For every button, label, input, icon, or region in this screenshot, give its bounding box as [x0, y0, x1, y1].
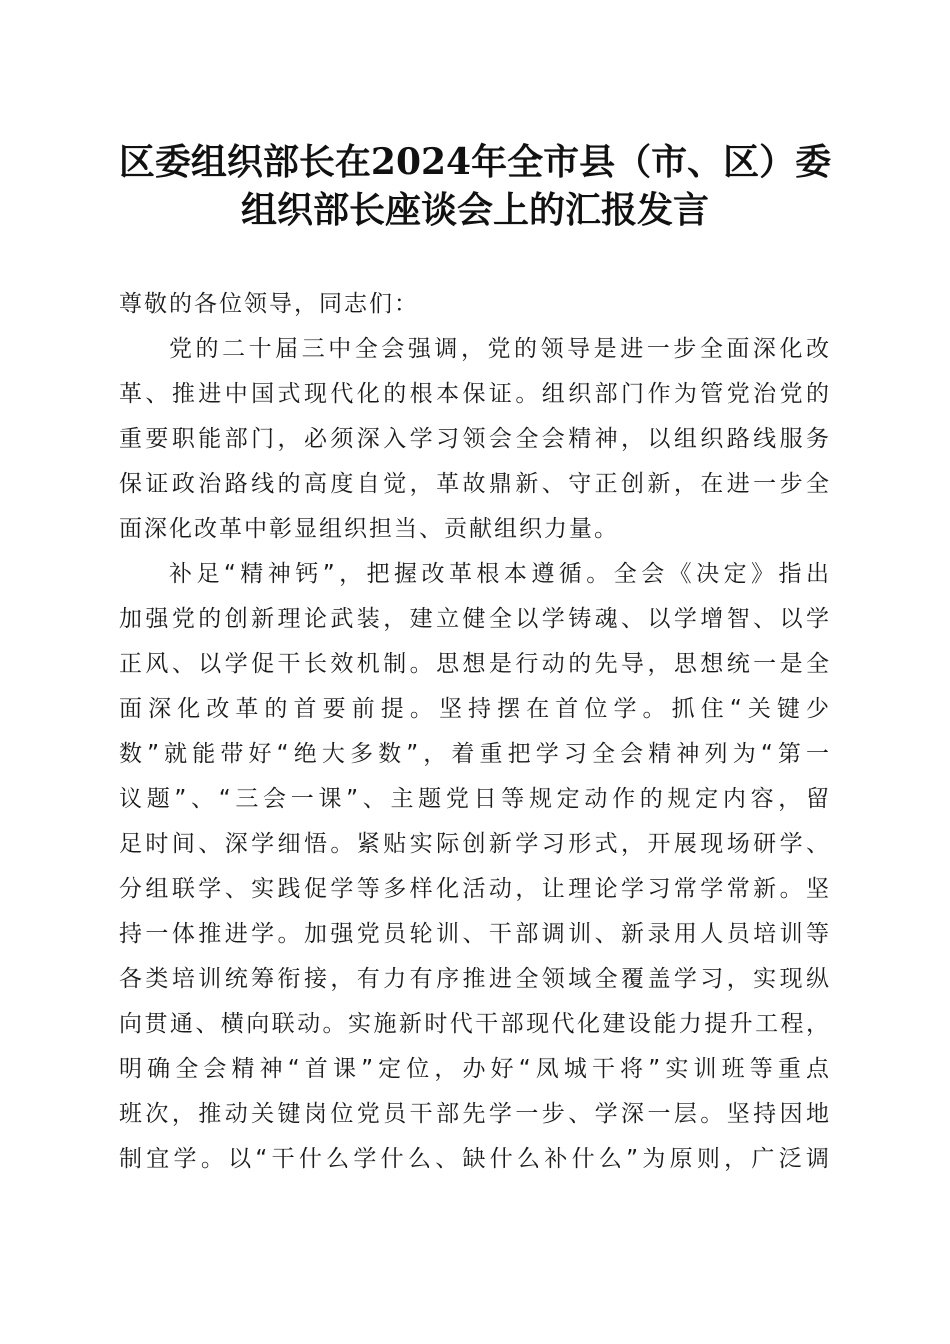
paragraph-1-line-4: 保证政治路线的高度自觉，革故鼎新、守正创新，在进一步全	[119, 471, 831, 497]
paragraph-2-line-11: 向贯通、横向联动。实施新时代干部现代化建设能力提升工程，	[119, 1011, 831, 1037]
paragraph-2-line-9: 持一体推进学。加强党员轮训、干部调训、新录用人员培训等	[119, 921, 831, 947]
paragraph-1-line-3: 重要职能部门，必须深入学习领会全会精神，以组织路线服务	[119, 426, 831, 452]
document-title	[100, 138, 850, 234]
document-body	[119, 282, 831, 1182]
salutation: 尊敬的各位领导，同志们：	[119, 291, 419, 317]
paragraph-2-line-2: 加强党的创新理论武装，建立健全以学铸魂、以学增智、以学	[119, 606, 831, 632]
paragraph-2-line-6: 议题”、“三会一课”、主题党日等规定动作的规定内容，留	[119, 786, 831, 812]
paragraph-1-line-1: 党的二十届三中全会强调，党的领导是进一步全面深化改	[169, 336, 831, 362]
title-line-1: 区委组织部长在2024年全市县（市、区）委	[118, 141, 832, 183]
paragraph-2-line-4: 面深化改革的首要前提。坚持摆在首位学。抓住“关键少	[119, 696, 831, 722]
paragraph-1-line-2: 革、推进中国式现代化的根本保证。组织部门作为管党治党的	[119, 381, 831, 407]
paragraph-2-line-1: 补足“精神钙”，把握改革根本遵循。全会《决定》指出	[169, 561, 831, 587]
paragraph-2-line-8: 分组联学、实践促学等多样化活动，让理论学习常学常新。坚	[119, 876, 831, 902]
paragraph-2-line-10: 各类培训统筹衔接，有力有序推进全领域全覆盖学习，实现纵	[119, 966, 831, 992]
paragraph-1-line-5: 面深化改革中彰显组织担当、贡献组织力量。	[119, 516, 619, 542]
paragraph-2-line-13: 班次，推动关键岗位党员干部先学一步、学深一层。坚持因地	[119, 1101, 831, 1127]
paragraph-2-line-7: 足时间、深学细悟。紧贴实际创新学习形式，开展现场研学、	[119, 831, 831, 857]
title-line-2: 组织部长座谈会上的汇报发言	[240, 189, 709, 231]
paragraph-2-line-5: 数”就能带好“绝大多数”，着重把学习全会精神列为“第一	[119, 741, 831, 767]
paragraph-2-line-3: 正风、以学促干长效机制。思想是行动的先导，思想统一是全	[119, 651, 831, 677]
paragraph-2-line-14: 制宜学。以“干什么学什么、缺什么补什么”为原则，广泛调	[119, 1146, 831, 1172]
paragraph-2-line-12: 明确全会精神“首课”定位，办好“凤城干将”实训班等重点	[119, 1056, 831, 1082]
